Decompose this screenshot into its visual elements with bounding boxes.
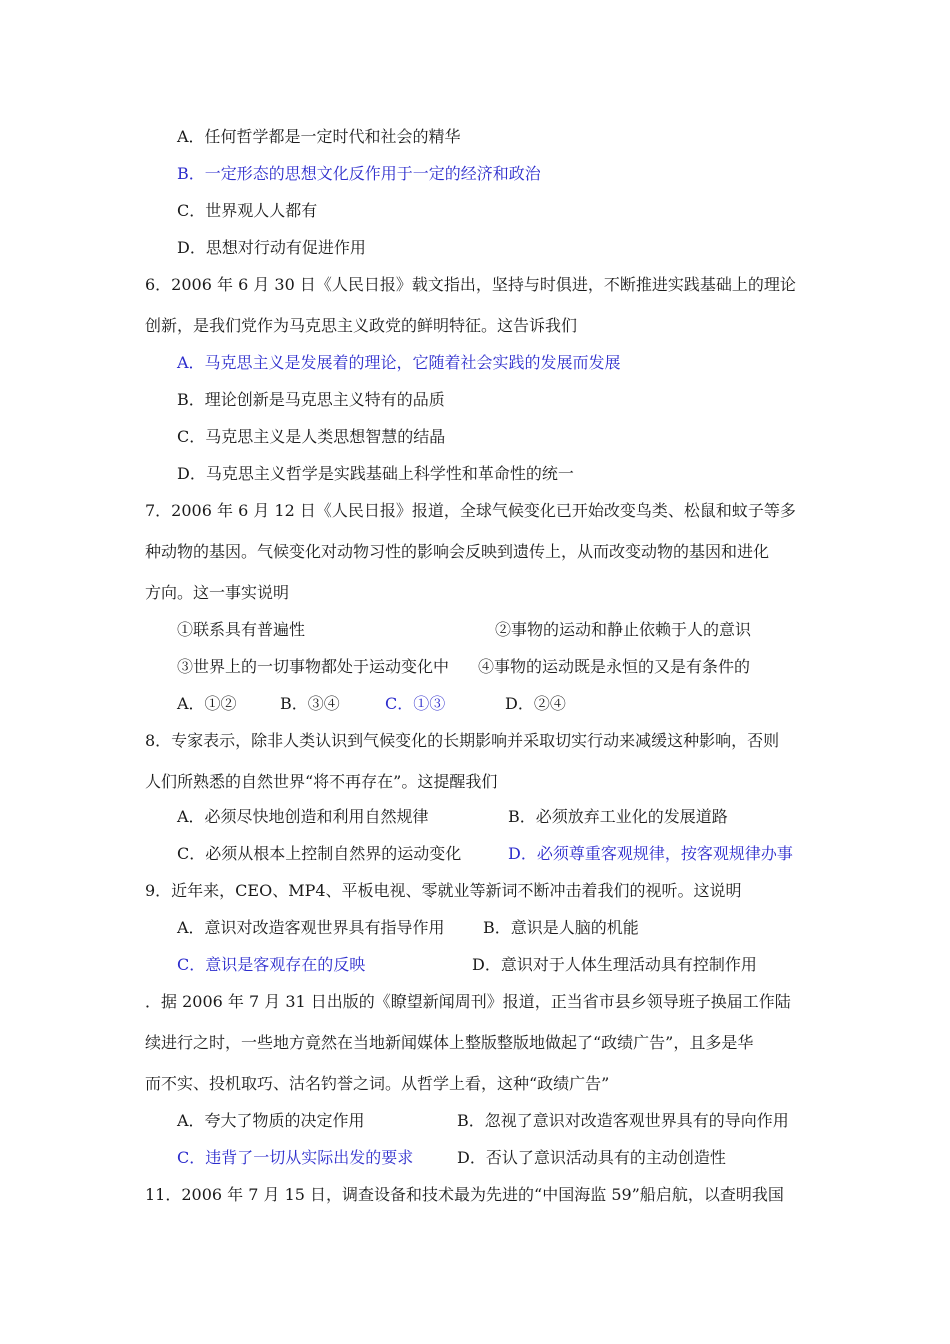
q10-stem-line-2: 续进行之时，一些地方竟然在当地新闻媒体上整版整版地做起了“政绩广告”，且多是华 [145,1033,754,1052]
q9-option-b: B．意识是人脑的机能 [483,918,639,937]
q9-option-c-answer: C．意识是客观存在的反映 [177,955,366,974]
q5-option-c: C．世界观人人都有 [177,201,318,220]
q8-option-c: C．必须从根本上控制自然界的运动变化 [177,844,462,863]
q6-stem-line-1: 6．2006 年 6 月 30 日《人民日报》载文指出，坚持与时俱进，不断推进实践基础上的理论 [145,275,796,294]
q6-option-c: C．马克思主义是人类思想智慧的结晶 [177,427,446,446]
q7-statement-3: ③世界上的一切事物都处于运动变化中 [177,657,450,676]
q5-option-a: A．任何哲学都是一定时代和社会的精华 [177,127,461,146]
q7-statement-2: ②事物的运动和静止依赖于人的意识 [495,620,752,639]
q8-stem-line-1: 8．专家表示，除非人类认识到气候变化的长期影响并采取切实行动来减缓这种影响，否则 [145,731,780,750]
q8-option-a: A．必须尽快地创造和利用自然规律 [177,807,429,826]
q8-stem-line-2: 人们所熟悉的自然世界“将不再存在”。这提醒我们 [145,772,498,791]
q10-option-a: A．夸大了物质的决定作用 [177,1111,365,1130]
q10-stem-line-1: ．据 2006 年 7 月 31 日出版的《瞭望新闻周刊》报道，正当省市县乡领导班子换届工作陆 [145,992,791,1011]
q11-stem-line-1: 11．2006 年 7 月 15 日，调查设备和技术最为先进的“中国海监 59”船启航，以查明我国 [145,1185,784,1204]
q7-statement-4: ④事物的运动既是永恒的又是有条件的 [478,657,751,676]
q8-option-d-answer: D．必须尊重客观规律，按客观规律办事 [508,844,793,863]
q7-stem-line-2: 种动物的基因。气候变化对动物习性的影响会反映到遗传上，从而改变动物的基因和进化 [145,542,770,561]
q6-stem-line-2: 创新，是我们党作为马克思主义政党的鲜明特征。这告诉我们 [145,316,578,335]
q7-statement-1: ①联系具有普遍性 [177,620,306,639]
q6-option-a-answer: A．马克思主义是发展着的理论，它随着社会实践的发展而发展 [177,353,621,372]
q7-option-a: A．①② [177,694,237,713]
q6-option-b: B．理论创新是马克思主义特有的品质 [177,390,445,409]
q10-option-c-answer: C．违背了一切从实际出发的要求 [177,1148,414,1167]
q9-stem-line-1: 9．近年来，CEO、MP4、平板电视、零就业等新词不断冲击着我们的视听。这说明 [145,881,742,900]
q7-stem-line-3: 方向。这一事实说明 [145,583,290,602]
q7-option-b: B．③④ [280,694,340,713]
q10-option-b: B．忽视了意识对改造客观世界具有的导向作用 [457,1111,789,1130]
q5-option-d: D．思想对行动有促进作用 [177,238,366,257]
q7-stem-line-1: 7．2006 年 6 月 12 日《人民日报》报道，全球气候变化已开始改变鸟类、松鼠和蚊子等多 [145,501,796,520]
q7-option-c-answer: C．①③ [385,694,446,713]
q9-option-d: D．意识对于人体生理活动具有控制作用 [472,955,757,974]
q10-stem-line-3: 而不实、投机取巧、沽名钓誉之词。从哲学上看，这种“政绩广告” [145,1074,610,1093]
q5-option-b-answer: B．一定形态的思想文化反作用于一定的经济和政治 [177,164,541,183]
q8-option-b: B．必须放弃工业化的发展道路 [508,807,728,826]
q9-option-a: A．意识对改造客观世界具有指导作用 [177,918,445,937]
q7-option-d: D．②④ [505,694,566,713]
q6-option-d: D．马克思主义哲学是实践基础上科学性和革命性的统一 [177,464,574,483]
q10-option-d: D．否认了意识活动具有的主动创造性 [457,1148,726,1167]
